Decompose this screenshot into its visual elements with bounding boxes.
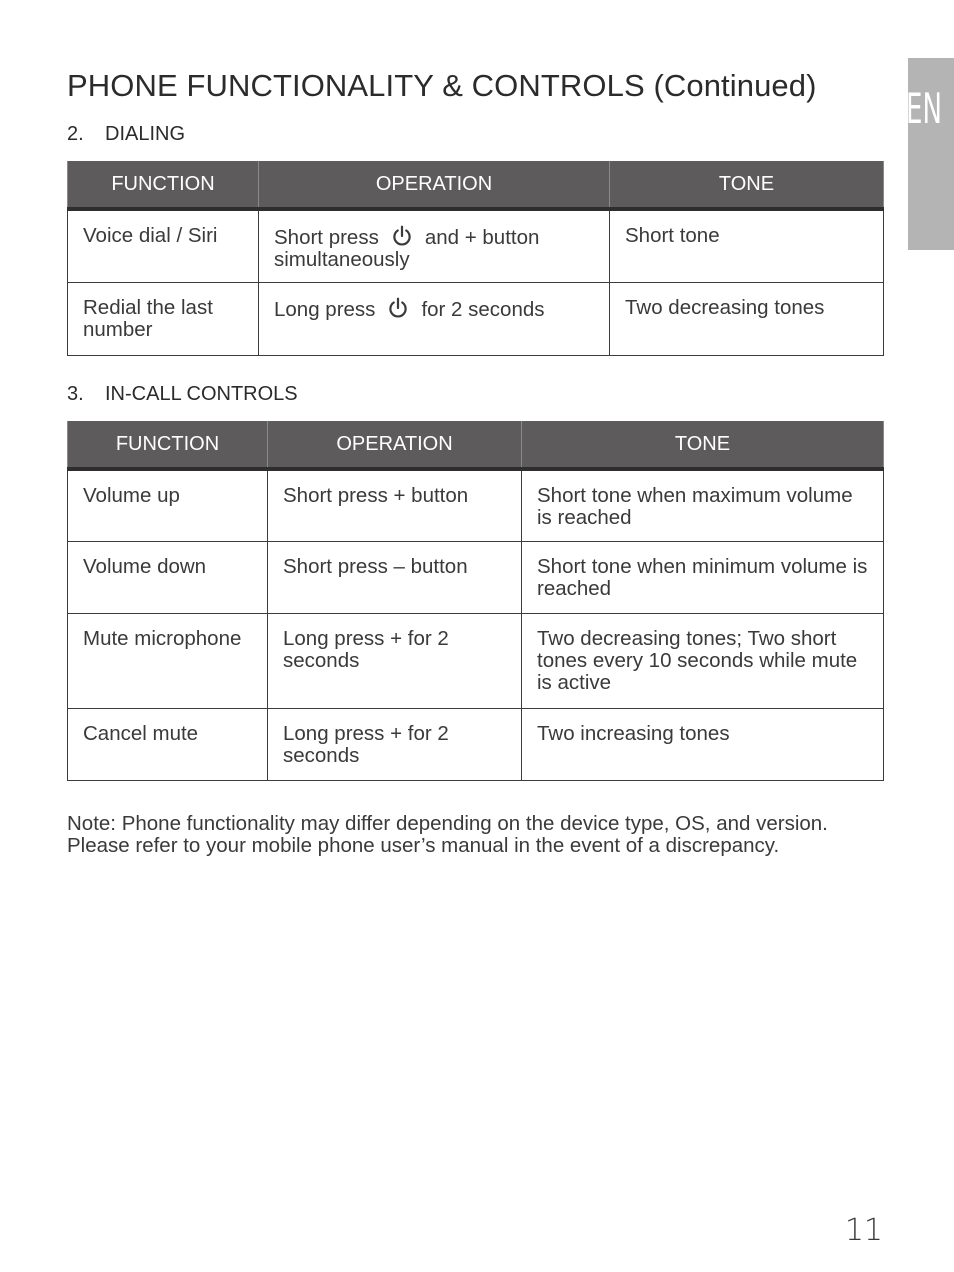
power-icon [385, 297, 411, 319]
in-call-header-tone: TONE [522, 421, 884, 469]
dialing-header-operation: OPERATION [259, 161, 610, 209]
function-cell: Mute microphone [68, 613, 268, 708]
dialing-number: 2. [67, 123, 84, 145]
dialing-heading-text: DIALING [105, 123, 186, 145]
table-row [68, 541, 884, 613]
function-cell: Volume down [68, 541, 268, 613]
operation-text-after: and + button simultaneously [274, 226, 540, 271]
operation-cell: Short press – button [268, 541, 522, 613]
operation-cell [259, 209, 610, 282]
tone-cell: Short tone when minimum volume is reached [522, 541, 884, 613]
tone-cell: Two increasing tones [522, 708, 884, 780]
dialing-table [67, 161, 884, 356]
table-row [68, 613, 884, 708]
tone-cell: Short tone when maximum volume is reached [522, 469, 884, 541]
page-number: 11 [844, 1213, 883, 1248]
language-tab [908, 58, 954, 250]
language-tab-label: EN [906, 84, 942, 133]
operation-cell [259, 282, 610, 355]
in-call-header-row [68, 421, 884, 469]
dialing-header-function: FUNCTION [68, 161, 259, 209]
dialing-header-tone: TONE [610, 161, 884, 209]
in-call-header-function: FUNCTION [68, 421, 268, 469]
power-icon [389, 225, 415, 247]
tone-cell: Short tone [610, 209, 884, 282]
operation-text-before: Long press [274, 297, 376, 321]
table-row [68, 209, 884, 282]
operation-text-after: for 2 seconds [421, 297, 545, 321]
table-row [68, 282, 884, 355]
function-cell: Voice dial / Siri [68, 209, 259, 282]
in-call-number: 3. [67, 383, 84, 405]
operation-cell: Long press + for 2 seconds [268, 613, 522, 708]
operation-text-before: Short press [274, 226, 379, 249]
tone-cell: Two decreasing tones [610, 282, 884, 355]
in-call-table [67, 421, 884, 781]
dialing-heading [67, 123, 185, 146]
tone-cell: Two decreasing tones; Two short tones every 10 seconds while mute is active [522, 613, 884, 708]
operation-cell: Short press + button [268, 469, 522, 541]
page-title: PHONE FUNCTIONALITY & CONTROLS (Continued) [67, 68, 817, 103]
function-cell: Redial the last number [68, 282, 259, 355]
table-row [68, 708, 884, 780]
operation-cell: Long press + for 2 seconds [268, 708, 522, 780]
note-text: Note: Phone functionality may differ depending on the device type, OS, and version. Please refer to your mobile phone user’s manual in the event of a discrepancy. [67, 812, 828, 857]
dialing-header-row [68, 161, 884, 209]
function-cell: Cancel mute [68, 708, 268, 780]
table-row [68, 469, 884, 541]
in-call-heading-text: IN-CALL CONTROLS [105, 383, 298, 405]
in-call-heading [67, 383, 298, 406]
in-call-header-operation: OPERATION [268, 421, 522, 469]
function-cell: Volume up [68, 469, 268, 541]
